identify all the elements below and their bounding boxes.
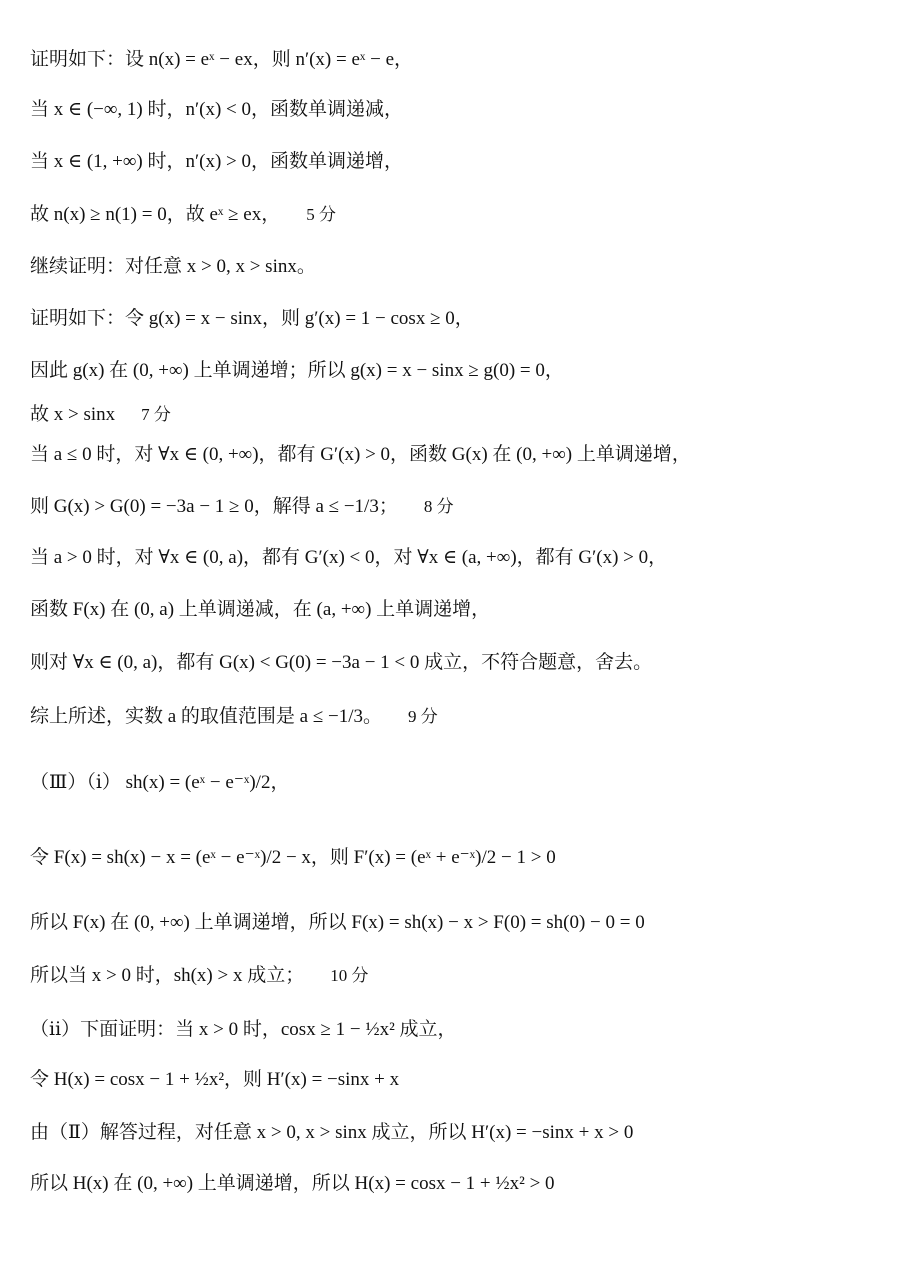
proof-line: 继续证明：对任意 x > 0, x > sinx。 [30, 256, 316, 277]
proof-line: 所以当 x > 0 时，sh(x) > x 成立； 10 分 [30, 965, 369, 986]
proof-line: 因此 g(x) 在 (0, +∞) 上单调递增；所以 g(x) = x − sinx ≥ g(0) = 0， [30, 360, 564, 381]
proof-line: 当 a ≤ 0 时，对 ∀x ∈ (0, +∞)，都有 G′(x) > 0，函数 G(x) 在 (0, +∞) 上单调递增， [30, 444, 691, 465]
proof-line: 所以 H(x) 在 (0, +∞) 上单调递增，所以 H(x) = cosx − 1 + ½x² > 0 [30, 1173, 555, 1194]
score-mark: 5 分 [306, 205, 336, 224]
proof-line: 故 x > sinx 7 分 [30, 404, 171, 425]
proof-line: 令 H(x) = cosx − 1 + ½x²，则 H′(x) = −sinx + x [30, 1069, 400, 1090]
proof-line: （Ⅲ）（ⅰ） sh(x) = (eˣ − e⁻ˣ)/2， [30, 772, 290, 793]
proof-line: 函数 F(x) 在 (0, a) 上单调递减，在 (a, +∞) 上单调递增， [30, 599, 491, 620]
proof-line: 则 G(x) > G(0) = −3a − 1 ≥ 0，解得 a ≤ −1/3； 8 分 [30, 496, 454, 517]
score-mark: 8 分 [423, 497, 454, 516]
proof-line: 则对 ∀x ∈ (0, a)，都有 G(x) < G(0) = −3a − 1 < 0 成立，不符合题意，舍去。 [30, 652, 653, 673]
proof-line: 令 F(x) = sh(x) − x = (eˣ − e⁻ˣ)/2 − x，则 F′(x) = (eˣ + e⁻ˣ)/2 − 1 > 0 [30, 847, 556, 868]
proof-line: 证明如下：令 g(x) = x − sinx，则 g′(x) = 1 − cosx ≥ 0， [30, 308, 474, 329]
proof-line: 当 a > 0 时，对 ∀x ∈ (0, a)，都有 G′(x) < 0，对 ∀x ∈ (a, +∞)，都有 G′(x) > 0， [30, 547, 668, 568]
proof-line: 综上所述，实数 a 的取值范围是 a ≤ −1/3。 9 分 [30, 706, 438, 727]
proof-line: 当 x ∈ (1, +∞) 时，n′(x) > 0，函数单调递增， [30, 151, 404, 172]
score-mark: 9 分 [408, 707, 438, 726]
proof-line: 证明如下：设 n(x) = eˣ − ex，则 n′(x) = eˣ − e， [30, 49, 414, 70]
score-mark: 10 分 [330, 966, 369, 985]
proof-line: 当 x ∈ (−∞, 1) 时，n′(x) < 0，函数单调递减， [30, 99, 404, 120]
proof-line: 所以 F(x) 在 (0, +∞) 上单调递增，所以 F(x) = sh(x) − x > F(0) = sh(0) − 0 = 0 [30, 912, 645, 933]
proof-line: 由（Ⅱ）解答过程，对任意 x > 0, x > sinx 成立，所以 H′(x) = −sinx + x > 0 [30, 1122, 634, 1143]
proof-line: （ⅱ）下面证明：当 x > 0 时，cosx ≥ 1 − ½x² 成立， [30, 1019, 457, 1040]
proof-line: 故 n(x) ≥ n(1) = 0，故 eˣ ≥ ex， 5 分 [30, 204, 336, 225]
score-mark: 7 分 [141, 405, 171, 424]
